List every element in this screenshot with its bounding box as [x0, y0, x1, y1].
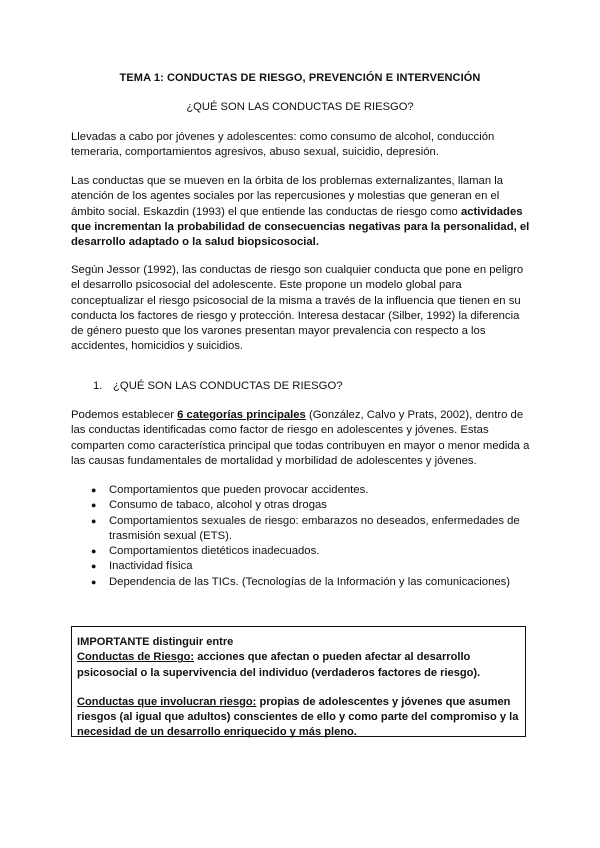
- list-item-text: Comportamientos que pueden provocar accidentes.: [109, 484, 369, 496]
- categories-highlight: 6 categorías principales: [177, 409, 306, 421]
- bullet-icon: ●: [91, 515, 97, 526]
- risk-behaviors-definition: [77, 650, 525, 681]
- document-subtitle: ¿QUÉ SON LAS CONDUCTAS DE RIESGO?: [186, 101, 414, 113]
- list-item: [71, 544, 533, 559]
- categories-after: (González, Calvo y Prats, 2002), dentro de las conductas identificadas como factor de riesgo en adolescentes y jóvenes. Estas comparten como característica principal que todas contribuyen en mayor o menor medida a las causas fundamentales de mortalidad y morbilidad de adolescentes y jóvenes.: [71, 409, 530, 467]
- list-item-text: Inactividad física: [109, 560, 193, 573]
- list-item: [71, 514, 533, 545]
- categories-before: Podemos establecer: [71, 409, 178, 421]
- box-spacer: [77, 681, 525, 695]
- categories-paragraph: [71, 408, 533, 469]
- list-item-text: Dependencia de las TICs. (Tecnologías de la Información y las comunicaciones): [109, 575, 511, 588]
- bullet-icon: ●: [91, 576, 97, 587]
- important-box: [71, 626, 526, 737]
- list-item-text: Comportamientos sexuales de riesgo: embarazos no deseados, enfermedades de trasmisión sexual (ETS).: [109, 514, 520, 542]
- def-risk-behaviors: acciones que afectan o pueden afectar al desarrollo psicosocial o la supervivencia del individuo (verdaderos factores de riesgo).: [77, 651, 481, 679]
- list-item: [71, 498, 533, 513]
- list-item: [71, 483, 533, 498]
- bullet-icon: ●: [91, 546, 97, 557]
- externalizing-paragraph: [71, 174, 533, 250]
- jessor-paragraph: Según Jessor (1992), las conductas de riesgo son cualquier conducta que pone en peligro el desarrollo psicosocial del adolescente. Este propone un modelo global para conceptualizar el riesgo psicosocial de la misma a través de la influencia que tienen en su conducta los factores de riesgo y protección. Interesa destacar (Silber, 1992) la diferencia de género puesto que los varones presentan mayor prevalencia con respecto a los accidentes, homicidios y suicidios.: [71, 264, 524, 353]
- risk-categories-list: [71, 483, 533, 590]
- list-item-text: Comportamientos dietéticos inadecuados.: [109, 545, 320, 558]
- intro-paragraph: Llevadas a cabo por jóvenes y adolescentes: como consumo de alcohol, conducción temeraria, comportamientos agresivos, abuso sexual, suicidio, depresión.: [71, 131, 495, 159]
- list-item-text: Consumo de tabaco, alcohol y otras drogas: [109, 499, 327, 512]
- risk-involving-definition: [77, 695, 525, 741]
- important-heading: IMPORTANTE distinguir entre: [77, 636, 234, 648]
- externalizing-text: Las conductas que se mueven en la órbita de los problemas externalizantes, llaman la atención de los agentes sociales por las repercusiones y molestias que generan en el ámbito social. Eskazdin (1993) el que entiende las conductas de riesgo como: [71, 175, 504, 218]
- document-title: TEMA 1: CONDUCTAS DE RIESGO, PREVENCIÓN E INTERVENCIÓN: [119, 72, 481, 84]
- list-item: [71, 559, 533, 574]
- term-risk-involving: Conductas que involucran riesgo:: [77, 695, 257, 708]
- section-heading-text: ¿QUÉ SON LAS CONDUCTAS DE RIESGO?: [113, 380, 343, 392]
- section-number: 1.: [93, 380, 103, 392]
- bullet-icon: ●: [91, 485, 97, 495]
- term-risk-behaviors: Conductas de Riesgo:: [77, 651, 195, 664]
- definition-bold: actividades que incrementan la probabilidad de consecuencias negativas para la personalidad, el desarrollo adaptado o la salud biopsicosocial.: [71, 205, 530, 249]
- def-risk-involving: propias de adolescentes y jóvenes que asumen riesgos (al igual que adultos) conscientes de ello y como parte del compromiso y la necesidad de un desarrollo enriquecido y más pleno.: [77, 695, 519, 739]
- bullet-icon: ●: [91, 561, 97, 572]
- section-heading: [93, 379, 343, 394]
- bullet-icon: ●: [91, 500, 97, 511]
- list-item: [71, 575, 533, 590]
